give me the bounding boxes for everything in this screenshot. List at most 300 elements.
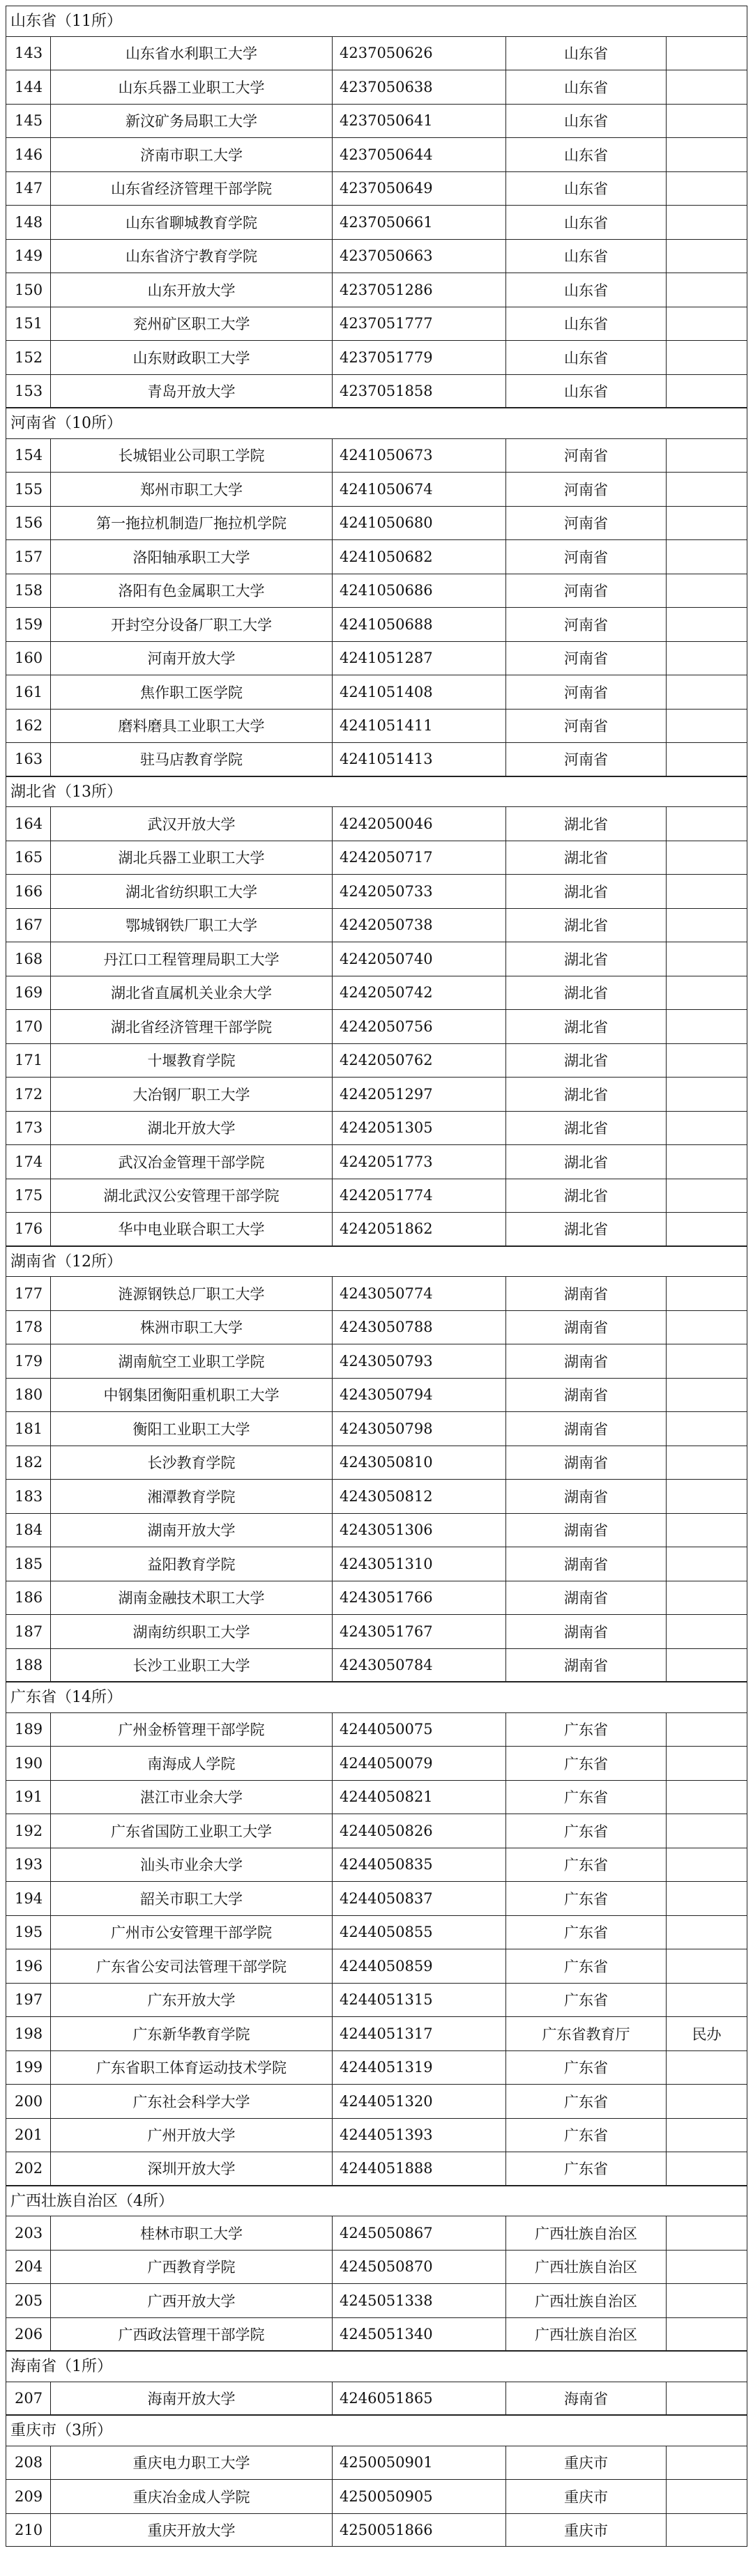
remark (667, 574, 747, 608)
remark (667, 1145, 747, 1179)
remark (667, 675, 747, 709)
supervising-department: 山东省 (506, 172, 667, 206)
remark (667, 1781, 747, 1814)
institution-name: 华中电业联合职工大学 (51, 1213, 333, 1245)
row-number: 205 (6, 2284, 51, 2317)
remark (667, 1514, 747, 1547)
remark (667, 1010, 747, 1043)
institution-name: 广州市公安管理干部学院 (51, 1916, 333, 1949)
row-number: 195 (6, 1916, 51, 1949)
remark (667, 2251, 747, 2284)
institution-code: 4242050717 (333, 841, 506, 875)
supervising-department: 广东省 (506, 2085, 667, 2118)
supervising-department: 河南省 (506, 473, 667, 506)
table-row (6, 1581, 747, 1615)
institution-code: 4237050641 (333, 105, 506, 138)
supervising-department: 湖北省 (506, 875, 667, 908)
row-number: 183 (6, 1480, 51, 1513)
institution-name: 衡阳工业职工大学 (51, 1412, 333, 1446)
province-header: 广东省（14所） (6, 1682, 747, 1712)
supervising-department: 重庆市 (506, 2514, 667, 2547)
remark (667, 1078, 747, 1111)
institution-name: 洛阳轴承职工大学 (51, 540, 333, 574)
table-row (6, 239, 747, 273)
table-row (6, 1446, 747, 1480)
table-row (6, 2513, 747, 2547)
institution-code: 4242050740 (333, 942, 506, 976)
supervising-department: 山东省 (506, 138, 667, 171)
remark (667, 2446, 747, 2480)
supervising-department: 广西壮族自治区 (506, 2318, 667, 2351)
remark (667, 841, 747, 875)
table-row (6, 1949, 747, 1983)
institution-name: 深圳开放大学 (51, 2152, 333, 2185)
remark (667, 1916, 747, 1949)
remark (667, 608, 747, 641)
row-number: 197 (6, 1984, 51, 2017)
institution-code: 4244050859 (333, 1949, 506, 1983)
institution-code: 4237050663 (333, 240, 506, 273)
remark (667, 2284, 747, 2317)
institution-code: 4242050762 (333, 1044, 506, 1078)
supervising-department: 广西壮族自治区 (506, 2216, 667, 2250)
remark (667, 2152, 747, 2185)
supervising-department: 广东省教育厅 (506, 2017, 667, 2050)
row-number: 184 (6, 1514, 51, 1547)
institution-name: 济南市职工大学 (51, 138, 333, 171)
institution-code: 4241051413 (333, 743, 506, 776)
row-number: 193 (6, 1848, 51, 1882)
institution-code: 4241050673 (333, 439, 506, 473)
institution-name: 武汉冶金管理干部学院 (51, 1145, 333, 1179)
row-number: 150 (6, 273, 51, 307)
institution-code: 4243051306 (333, 1514, 506, 1547)
institution-code: 4243050784 (333, 1649, 506, 1682)
row-number: 159 (6, 608, 51, 641)
table-row (6, 874, 747, 908)
remark (667, 473, 747, 506)
supervising-department: 河南省 (506, 439, 667, 473)
institution-name: 磨料磨具工业职工大学 (51, 710, 333, 743)
province-section (6, 408, 747, 776)
institution-code: 4241051411 (333, 710, 506, 743)
remark (667, 206, 747, 239)
institution-code: 4241051408 (333, 675, 506, 709)
institution-name: 广西政法管理干部学院 (51, 2318, 333, 2351)
supervising-department: 山东省 (506, 341, 667, 374)
row-number: 201 (6, 2119, 51, 2152)
institution-name: 十堰教育学院 (51, 1044, 333, 1078)
institution-code: 4242051297 (333, 1078, 506, 1111)
institution-code: 4237051779 (333, 341, 506, 374)
table-row (6, 1310, 747, 1344)
supervising-department: 广东省 (506, 1713, 667, 1747)
supervising-department: 湖北省 (506, 976, 667, 1010)
remark (667, 1615, 747, 1648)
institution-name: 汕头市业余大学 (51, 1848, 333, 1882)
remark (667, 2051, 747, 2085)
institution-name: 广东社会科学大学 (51, 2085, 333, 2118)
institution-code: 4244050821 (333, 1781, 506, 1814)
row-number: 174 (6, 1145, 51, 1179)
supervising-department: 广东省 (506, 1984, 667, 2017)
supervising-department: 湖北省 (506, 1078, 667, 1111)
row-number: 191 (6, 1781, 51, 1814)
institution-name: 武汉开放大学 (51, 807, 333, 841)
remark (667, 1649, 747, 1682)
table-row (6, 641, 747, 675)
remark (667, 540, 747, 574)
supervising-department: 广东省 (506, 1848, 667, 1882)
remark (667, 105, 747, 138)
row-number: 158 (6, 574, 51, 608)
province-header: 湖北省（13所） (6, 776, 747, 807)
row-number: 177 (6, 1277, 51, 1310)
institution-code: 4243051766 (333, 1581, 506, 1615)
institution-name: 湖北兵器工业职工大学 (51, 841, 333, 875)
institution-name: 广西教育学院 (51, 2251, 333, 2284)
row-number: 168 (6, 942, 51, 976)
institution-code: 4242050046 (333, 807, 506, 841)
row-number: 176 (6, 1213, 51, 1245)
supervising-department: 广东省 (506, 1781, 667, 1814)
remark (667, 1344, 747, 1378)
row-number: 204 (6, 2251, 51, 2284)
supervising-department: 湖北省 (506, 1179, 667, 1213)
row-number: 162 (6, 710, 51, 743)
table-row (6, 1746, 747, 1780)
supervising-department: 湖北省 (506, 1010, 667, 1043)
institution-code: 4243050812 (333, 1480, 506, 1513)
remark (667, 807, 747, 841)
institution-name: 益阳教育学院 (51, 1547, 333, 1581)
institution-name: 湖南航空工业职工学院 (51, 1344, 333, 1378)
table-row (6, 709, 747, 743)
remark (667, 2085, 747, 2118)
row-number: 187 (6, 1615, 51, 1648)
institution-code: 4244051317 (333, 2017, 506, 2050)
row-number: 185 (6, 1547, 51, 1581)
row-number: 209 (6, 2480, 51, 2513)
table-row (6, 2118, 747, 2152)
remark (667, 307, 747, 341)
remark (667, 1044, 747, 1078)
row-number: 181 (6, 1412, 51, 1446)
table-row (6, 607, 747, 641)
remark (667, 710, 747, 743)
row-number: 179 (6, 1344, 51, 1378)
remark (667, 240, 747, 273)
institution-code: 4242051862 (333, 1213, 506, 1245)
institution-code: 4243051310 (333, 1547, 506, 1581)
table-row (6, 2216, 747, 2250)
supervising-department: 河南省 (506, 710, 667, 743)
remark (667, 2382, 747, 2415)
row-number: 182 (6, 1446, 51, 1480)
institution-code: 4237051286 (333, 273, 506, 307)
institution-code: 4242051305 (333, 1112, 506, 1145)
institution-code: 4244050826 (333, 1814, 506, 1848)
remark (667, 1581, 747, 1615)
institution-name: 山东省经济管理干部学院 (51, 172, 333, 206)
remark (667, 341, 747, 374)
institution-code: 4244050079 (333, 1747, 506, 1780)
institution-name: 广东省公安司法管理干部学院 (51, 1949, 333, 1983)
institution-code: 4241050682 (333, 540, 506, 574)
row-number: 210 (6, 2514, 51, 2547)
supervising-department: 广东省 (506, 1747, 667, 1780)
remark (667, 1412, 747, 1446)
table-row (6, 374, 747, 408)
remark (667, 909, 747, 942)
remark (667, 507, 747, 540)
remark (667, 273, 747, 307)
institution-code: 4237051858 (333, 375, 506, 408)
remark (667, 1814, 747, 1848)
institution-name: 重庆电力职工大学 (51, 2446, 333, 2480)
supervising-department: 湖北省 (506, 1145, 667, 1179)
institution-code: 4241050686 (333, 574, 506, 608)
row-number: 163 (6, 743, 51, 776)
institution-code: 4244050075 (333, 1713, 506, 1747)
institution-code: 4245050867 (333, 2216, 506, 2250)
institution-name: 郑州市职工大学 (51, 473, 333, 506)
table-row (6, 2382, 747, 2416)
institution-name: 山东财政职工大学 (51, 341, 333, 374)
remark: 民办 (692, 2025, 722, 2043)
province-header: 湖南省（12所） (6, 1246, 747, 1277)
supervising-department: 山东省 (506, 105, 667, 138)
institution-name: 山东兵器工业职工大学 (51, 70, 333, 104)
province-section (6, 2415, 747, 2547)
supervising-department: 湖南省 (506, 1379, 667, 1412)
row-number: 173 (6, 1112, 51, 1145)
table-row (6, 438, 747, 473)
row-number: 152 (6, 341, 51, 374)
remark (667, 1747, 747, 1780)
supervising-department: 重庆市 (506, 2446, 667, 2480)
supervising-department: 河南省 (506, 642, 667, 675)
province-header: 山东省（11所） (6, 6, 747, 36)
row-number: 172 (6, 1078, 51, 1111)
institution-code: 4244050837 (333, 1882, 506, 1915)
institution-code: 4243050793 (333, 1344, 506, 1378)
remark (667, 976, 747, 1010)
row-number: 148 (6, 206, 51, 239)
supervising-department: 广东省 (506, 2152, 667, 2185)
institution-name: 丹江口工程管理局职工大学 (51, 942, 333, 976)
province-header: 广西壮族自治区（4所） (6, 2186, 747, 2216)
institution-code: 4242050733 (333, 875, 506, 908)
institution-code: 4243050788 (333, 1311, 506, 1344)
supervising-department: 山东省 (506, 273, 667, 307)
table-row (6, 1547, 747, 1581)
remark (667, 743, 747, 776)
table-row (6, 506, 747, 540)
institution-name: 海南开放大学 (51, 2382, 333, 2415)
table-row (6, 1513, 747, 1547)
row-number: 178 (6, 1311, 51, 1344)
row-number: 203 (6, 2216, 51, 2250)
row-number: 149 (6, 240, 51, 273)
institution-code: 4242050742 (333, 976, 506, 1010)
table-row (6, 574, 747, 608)
institution-code: 4244050855 (333, 1916, 506, 1949)
table-row (6, 2016, 747, 2050)
row-number: 160 (6, 642, 51, 675)
table-row (6, 2317, 747, 2352)
row-number: 171 (6, 1044, 51, 1078)
institution-code: 4244051319 (333, 2051, 506, 2085)
supervising-department: 河南省 (506, 675, 667, 709)
institution-code: 4241050680 (333, 507, 506, 540)
table-row (6, 976, 747, 1010)
institution-name: 鄂城钢铁厂职工大学 (51, 909, 333, 942)
row-number: 157 (6, 540, 51, 574)
institution-name: 重庆开放大学 (51, 2514, 333, 2547)
institution-code: 4237050649 (333, 172, 506, 206)
row-number: 189 (6, 1713, 51, 1747)
row-number: 146 (6, 138, 51, 171)
institution-code: 4244050835 (333, 1848, 506, 1882)
institution-code: 4246051865 (333, 2382, 506, 2415)
table-row (6, 70, 747, 104)
table-row (6, 1344, 747, 1378)
supervising-department: 湖北省 (506, 942, 667, 976)
supervising-department: 山东省 (506, 37, 667, 70)
row-number: 186 (6, 1581, 51, 1615)
table-row (6, 1179, 747, 1213)
remark (667, 1179, 747, 1213)
institution-code: 4237050626 (333, 37, 506, 70)
remark (667, 1949, 747, 1983)
table-row (6, 1780, 747, 1814)
institution-name: 湖南金融技术职工大学 (51, 1581, 333, 1615)
supervising-department: 湖南省 (506, 1581, 667, 1615)
table-row (6, 1614, 747, 1648)
institution-code: 4237050644 (333, 138, 506, 171)
table-row (6, 539, 747, 574)
table-row (6, 1009, 747, 1043)
table-row (6, 1111, 747, 1145)
institution-code: 4244051315 (333, 1984, 506, 2017)
table-row (6, 2283, 747, 2317)
row-number: 161 (6, 675, 51, 709)
table-row (6, 171, 747, 206)
row-number: 154 (6, 439, 51, 473)
row-number: 196 (6, 1949, 51, 1983)
institution-name: 广州金桥管理干部学院 (51, 1713, 333, 1747)
table-row (6, 1848, 747, 1882)
table-row (6, 2050, 747, 2085)
institution-code: 4244051320 (333, 2085, 506, 2118)
remark (667, 2480, 747, 2513)
supervising-department: 湖南省 (506, 1480, 667, 1513)
table-row (6, 2152, 747, 2186)
remark (667, 1984, 747, 2017)
row-number: 188 (6, 1649, 51, 1682)
row-number: 202 (6, 2152, 51, 2185)
institution-code: 4250050901 (333, 2446, 506, 2480)
institution-code: 4250050905 (333, 2480, 506, 2513)
remark (667, 1480, 747, 1513)
row-number: 147 (6, 172, 51, 206)
institution-name: 第一拖拉机制造厂拖拉机学院 (51, 507, 333, 540)
row-number: 169 (6, 976, 51, 1010)
institution-name: 广东省国防工业职工大学 (51, 1814, 333, 1848)
institution-name: 新汶矿务局职工大学 (51, 105, 333, 138)
institution-code: 4245051338 (333, 2284, 506, 2317)
institution-name: 重庆冶金成人学院 (51, 2480, 333, 2513)
supervising-department: 湖南省 (506, 1344, 667, 1378)
institution-name: 湖北武汉公安管理干部学院 (51, 1179, 333, 1213)
institution-name: 韶关市职工大学 (51, 1882, 333, 1915)
table-row (6, 273, 747, 307)
supervising-department: 广东省 (506, 1882, 667, 1915)
institution-code: 4237051777 (333, 307, 506, 341)
table-row (6, 1077, 747, 1111)
province-section (6, 776, 747, 1246)
supervising-department: 广东省 (506, 2119, 667, 2152)
supervising-department: 广东省 (506, 1916, 667, 1949)
institution-name: 湖南开放大学 (51, 1514, 333, 1547)
institution-code: 4242051773 (333, 1145, 506, 1179)
row-number: 153 (6, 375, 51, 408)
institution-name: 长沙工业职工大学 (51, 1649, 333, 1682)
row-number: 165 (6, 841, 51, 875)
remark (667, 172, 747, 206)
table-row (6, 2479, 747, 2513)
remark (667, 1213, 747, 1245)
table-row (6, 104, 747, 138)
row-number: 155 (6, 473, 51, 506)
remark (667, 70, 747, 104)
institution-name: 河南开放大学 (51, 642, 333, 675)
table-row (6, 2446, 747, 2480)
row-number: 156 (6, 507, 51, 540)
row-number: 151 (6, 307, 51, 341)
supervising-department: 山东省 (506, 375, 667, 408)
table-row (6, 742, 747, 776)
supervising-department: 湖北省 (506, 1044, 667, 1078)
row-number: 207 (6, 2382, 51, 2415)
row-number: 180 (6, 1379, 51, 1412)
remark (667, 875, 747, 908)
institution-name: 广州开放大学 (51, 2119, 333, 2152)
supervising-department: 湖南省 (506, 1277, 667, 1310)
institution-code: 4237050638 (333, 70, 506, 104)
institution-name: 广东开放大学 (51, 1984, 333, 2017)
remark (667, 1547, 747, 1581)
table-row (6, 675, 747, 709)
institution-name: 长沙教育学院 (51, 1446, 333, 1480)
row-number: 144 (6, 70, 51, 104)
institution-name: 湖南纺织职工大学 (51, 1615, 333, 1648)
supervising-department: 山东省 (506, 206, 667, 239)
institution-code: 4243050774 (333, 1277, 506, 1310)
supervising-department: 广西壮族自治区 (506, 2284, 667, 2317)
supervising-department: 河南省 (506, 608, 667, 641)
supervising-department: 广东省 (506, 1949, 667, 1983)
remark (667, 1446, 747, 1480)
table-row (6, 137, 747, 171)
institution-code: 4241051287 (333, 642, 506, 675)
remark (667, 138, 747, 171)
remark (667, 2318, 747, 2351)
remark (667, 1112, 747, 1145)
supervising-department: 河南省 (506, 507, 667, 540)
province-section (6, 2186, 747, 2352)
